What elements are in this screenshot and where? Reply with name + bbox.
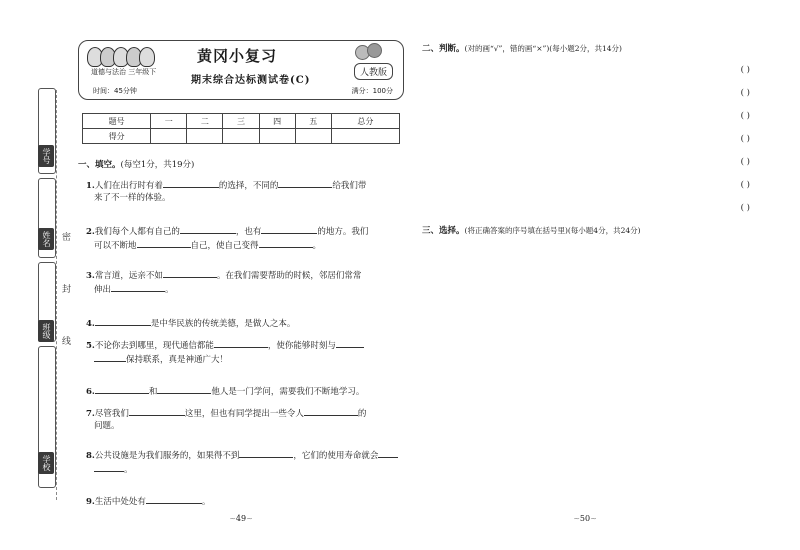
edition-badge: 人教版	[354, 63, 393, 80]
answer-paren[interactable]: ( )	[740, 111, 750, 121]
answer-blank[interactable]	[378, 448, 398, 458]
name-label: 姓名	[38, 228, 54, 250]
answer-blank[interactable]	[304, 406, 358, 416]
exam-header	[78, 40, 404, 100]
answer-blank[interactable]	[94, 352, 126, 362]
fill-question-7: 7.尽管我们 这里，但也有同学提出一些令人 的 问题。	[86, 406, 404, 432]
left-page	[78, 40, 404, 545]
answer-blank[interactable]	[239, 448, 293, 458]
seal-word-feng: 封	[62, 285, 72, 295]
page-number: ~ 50 ~	[565, 514, 605, 523]
full-score-info: 满分：100分	[351, 87, 393, 95]
score-cell[interactable]	[331, 129, 399, 144]
answer-blank[interactable]	[146, 494, 202, 504]
score-header-cell: 题号	[83, 114, 151, 129]
score-header-cell: 四	[259, 114, 295, 129]
section3-heading: 三、选择。(将正确答案的序号填在括号里)(每小题4分，共24分)	[422, 226, 641, 236]
answer-blank[interactable]	[95, 384, 149, 394]
answer-blank[interactable]	[259, 238, 313, 248]
answer-blank[interactable]	[261, 224, 317, 234]
fill-question-9: 9.生活中处处有 。	[86, 494, 404, 508]
score-header-cell: 二	[187, 114, 223, 129]
balloon-icon	[355, 43, 389, 61]
fill-question-4: 4. 是中华民族的传统美德，是做人之本。	[86, 316, 404, 330]
section1-heading: 一、填空。(每空1分，共19分)	[78, 160, 195, 170]
answer-paren[interactable]: ( )	[740, 157, 750, 167]
seal-word-mi: 密	[62, 233, 72, 243]
score-table	[82, 113, 400, 144]
answer-blank[interactable]	[157, 384, 211, 394]
answer-blank[interactable]	[278, 178, 332, 188]
school-label: 学校	[38, 452, 54, 474]
score-header-cell: 一	[151, 114, 187, 129]
answer-paren[interactable]: ( )	[740, 180, 750, 190]
binding-strip	[0, 0, 78, 550]
score-header-cell: 总分	[331, 114, 399, 129]
score-header-cell: 五	[295, 114, 331, 129]
time-info: 时间：45分钟	[93, 87, 137, 95]
score-row-label: 得分	[83, 129, 151, 144]
seal-word-xian: 线	[62, 337, 72, 347]
answer-blank[interactable]	[163, 268, 217, 278]
children-illustration	[87, 45, 157, 67]
score-cell[interactable]	[259, 129, 295, 144]
right-page	[422, 40, 782, 545]
fill-question-8: 8.公共设施是为我们服务的，如果得不到 ，它们的使用寿命就会 。	[86, 448, 404, 476]
class-label: 班级	[38, 320, 54, 342]
answer-paren[interactable]: ( )	[740, 88, 750, 98]
answer-blank[interactable]	[180, 224, 236, 234]
page-number: ~ 49 ~	[221, 514, 261, 523]
fill-question-5: 5.不论你去到哪里，现代通信都能 ，使你能够时刻与 保持联系，真是神通广大！	[86, 338, 404, 366]
answer-blank[interactable]	[336, 338, 364, 348]
score-cell[interactable]	[151, 129, 187, 144]
score-header-cell: 三	[223, 114, 259, 129]
score-cell[interactable]	[187, 129, 223, 144]
exam-title: 期末综合达标测试卷(C)	[191, 75, 311, 86]
seal-line	[56, 90, 57, 500]
brand-title: 黄冈小复习	[197, 47, 278, 65]
section2-heading: 二、判断。(对的画“√”，错的画“×”)(每小题2分，共14分)	[422, 44, 622, 54]
answer-paren[interactable]: ( )	[740, 134, 750, 144]
fill-question-3: 3.常言道，远亲不如 。在我们需要帮助的时候，邻居们常常 伸出 。	[86, 268, 404, 296]
subject-grade: 道德与法治 三年级下	[91, 68, 157, 76]
fill-question-1: 1.人们在出行时有着 的选择，不同的 给我们带 来了不一样的体验。	[86, 178, 404, 204]
score-cell[interactable]	[223, 129, 259, 144]
fill-question-6: 6. 和 他人是一门学问，需要我们不断地学习。	[86, 384, 404, 398]
student-id-label: 学号	[38, 145, 54, 167]
answer-blank[interactable]	[94, 462, 124, 472]
answer-blank[interactable]	[214, 338, 268, 348]
answer-blank[interactable]	[95, 316, 151, 326]
answer-blank[interactable]	[163, 178, 219, 188]
answer-paren[interactable]: ( )	[740, 203, 750, 213]
score-cell[interactable]	[295, 129, 331, 144]
answer-paren[interactable]: ( )	[740, 65, 750, 75]
answer-blank[interactable]	[111, 282, 165, 292]
answer-blank[interactable]	[129, 406, 185, 416]
answer-blank[interactable]	[137, 238, 191, 248]
fill-question-2: 2.我们每个人都有自己的 ，也有 的地方。我们 可以不断地 自己，使自己变得 。	[86, 224, 404, 252]
